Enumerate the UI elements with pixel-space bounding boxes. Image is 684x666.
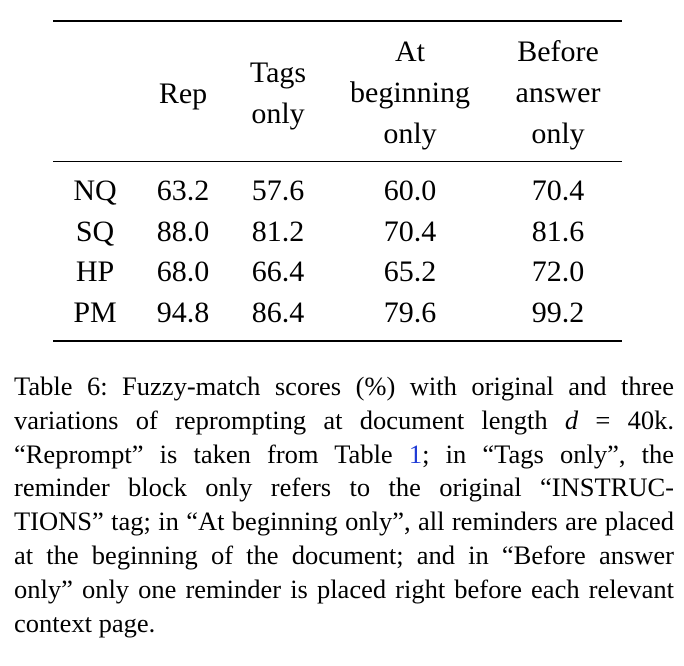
header-tags-only-line: only <box>251 97 305 130</box>
header-before-answer-only-line: only <box>531 117 585 150</box>
header-before-answer-only-line: answer <box>515 76 601 109</box>
cell-rep: 88.0 <box>156 215 210 248</box>
header-tags-only-line: Tags <box>249 56 307 89</box>
table-caption <box>14 370 674 640</box>
row-label: PM <box>73 296 117 329</box>
caption-text: Table 6: Fuzzy-match scores (%) with original and three variations of reprompting at document length <box>14 371 674 435</box>
cell-tags-only: 86.4 <box>251 296 305 329</box>
cell-before-answer-only: 99.2 <box>531 296 585 329</box>
header-rep-line: Rep <box>158 77 208 110</box>
cell-at-beginning-only: 70.4 <box>383 215 437 248</box>
cell-tags-only: 66.4 <box>251 255 305 288</box>
header-at-beginning-only-line: only <box>383 117 437 150</box>
row-label: HP <box>75 255 115 288</box>
row-label: NQ <box>73 174 117 207</box>
row-label: SQ <box>75 215 115 248</box>
header-tags-only <box>238 52 318 134</box>
caption-text: ; in “Tags only”, the reminder block only refers to the original “INSTRUC-TIONS” tag; in “At beginning only”, all reminders are placed at the beginning of the document; and in “Before answer only” only one reminder is placed right before each relevant context page. <box>14 438 674 638</box>
cell-tags-only: 57.6 <box>251 174 305 207</box>
header-rep <box>148 73 218 114</box>
cell-at-beginning-only: 65.2 <box>383 255 437 288</box>
header-at-beginning-only-line: beginning <box>350 76 470 109</box>
caption-text: = 40k. “Reprompt” is taken from Table <box>14 404 674 469</box>
table-reference-link[interactable]: 1 <box>408 438 423 469</box>
header-at-beginning-only <box>340 31 480 154</box>
cell-before-answer-only: 72.0 <box>531 255 585 288</box>
cell-rep: 63.2 <box>156 174 210 207</box>
header-before-answer-only-line: Before <box>517 35 599 68</box>
cell-at-beginning-only: 79.6 <box>383 296 437 329</box>
cell-before-answer-only: 70.4 <box>531 174 585 207</box>
cell-at-beginning-only: 60.0 <box>383 174 437 207</box>
header-before-answer-only <box>498 31 618 154</box>
table-bottom-rule <box>53 340 622 342</box>
header-at-beginning-only-line: At <box>395 35 425 68</box>
cell-before-answer-only: 81.6 <box>531 215 585 248</box>
caption-math-variable: d <box>564 404 579 435</box>
cell-rep: 94.8 <box>156 296 210 329</box>
table-header-rule <box>53 161 622 162</box>
table-top-rule <box>53 20 622 22</box>
cell-rep: 68.0 <box>156 255 210 288</box>
cell-tags-only: 81.2 <box>251 215 305 248</box>
